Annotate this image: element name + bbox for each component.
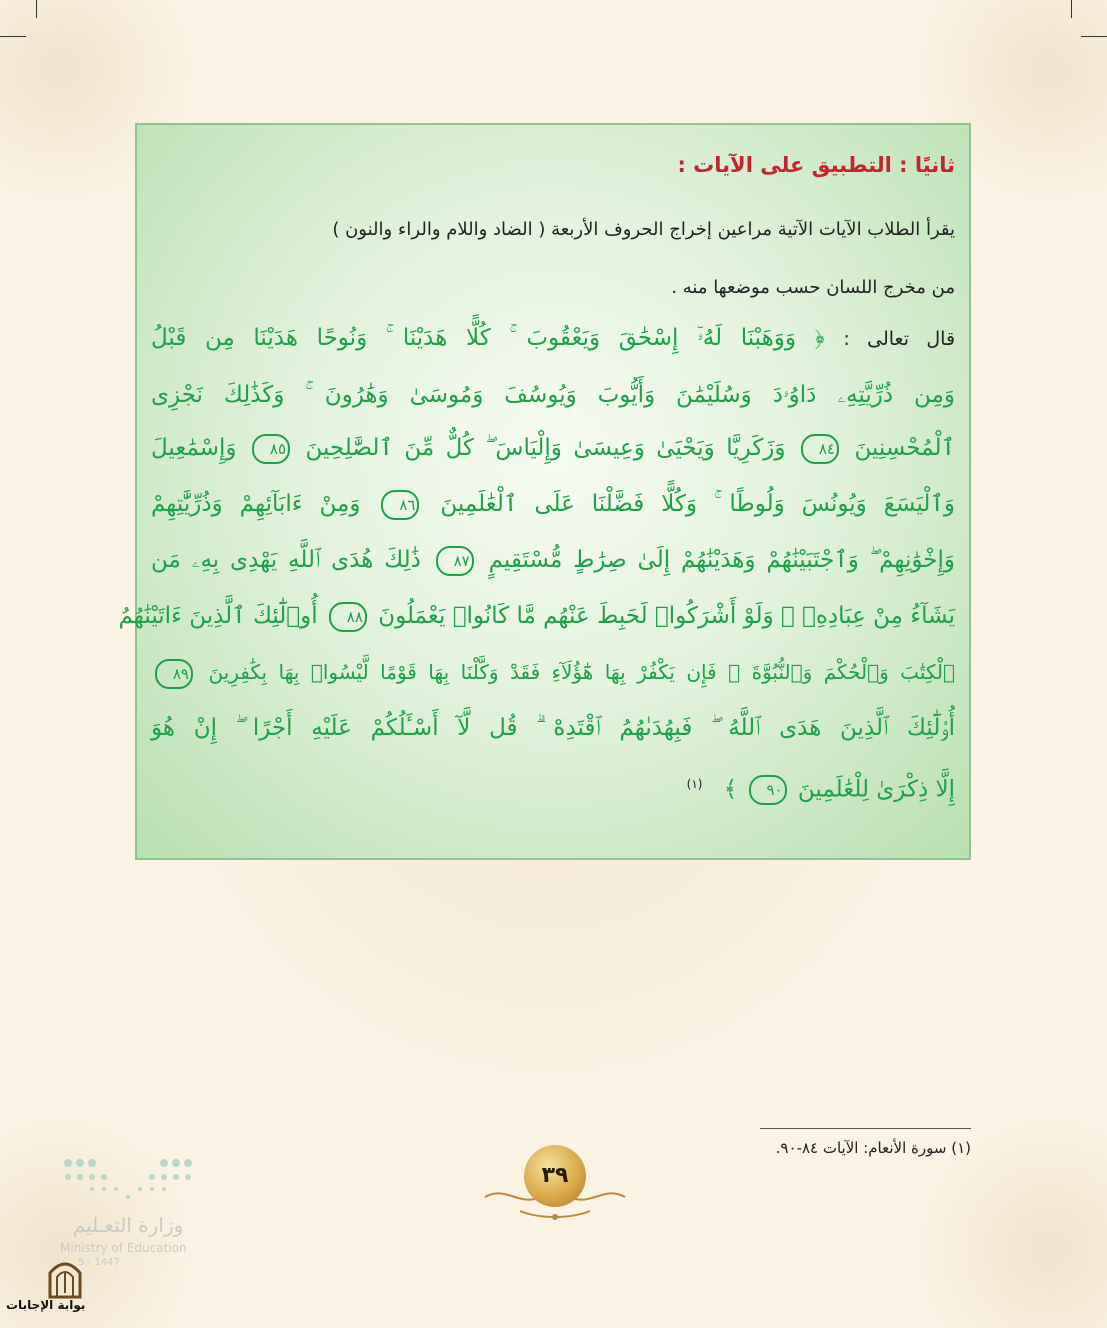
page-number: ٣٩ — [524, 1145, 586, 1207]
ministry-dots-icon — [58, 1153, 198, 1208]
verse-line-6 — [118, 599, 955, 633]
verse-number-86: ٨٦ — [381, 490, 419, 520]
ministry-arabic: وزارة التعـليم — [72, 1213, 184, 1237]
crop-mark — [36, 0, 37, 18]
verse-text: أُو۟لَٰٓئِكَ ٱلَّذِينَ ءَاتَيْنَٰهُمُ — [118, 603, 318, 629]
verse-line-8 — [151, 711, 955, 745]
verse-text: أُو۟لَٰٓئِكَ ٱلَّذِينَ هَدَى ٱللَّهُ ۖ فَبِهُدَىٰهُمُ ٱقْتَدِهْ ۗ قُل لَّآ أَسْـَٔلُكُمْ عَلَيْهِ أَجْرًا ۖ إِنْ هُوَ — [151, 715, 955, 741]
verse-line-4 — [151, 487, 955, 521]
footnote-rule — [760, 1128, 971, 1129]
verse-text: وَمِن ذُرِّيَّتِهِۦ دَاوُۥدَ وَسُلَيْمَٰنَ وَأَيُّوبَ وَيُوسُفَ وَمُوسَىٰ وَهَٰرُونَ ۚ وَكَذَٰلِكَ نَجْزِى — [151, 382, 955, 408]
verse-line-5 — [151, 543, 955, 577]
verse-text: ٱلْمُحْسِنِينَ — [854, 435, 956, 461]
verse-line-1 — [151, 321, 955, 356]
verse-line-7 — [151, 655, 955, 689]
crop-mark — [1081, 36, 1107, 37]
footnote: (١) سورة الأنعام: الآيات ٨٤-٩٠. — [775, 1139, 971, 1157]
verse-text: وَوَهَبْنَا لَهُۥٓ إِسْحَٰقَ وَيَعْقُوبَ ۚ كُلًّا هَدَيْنَا ۚ وَنُوحًا هَدَيْنَا مِن قَبْلُ — [151, 325, 796, 351]
verse-text: وَإِسْمَٰعِيلَ — [151, 435, 237, 461]
verse-text: وَمِنْ ءَابَآئِهِمْ وَذُرِّيَّٰتِهِمْ — [151, 491, 361, 517]
instruction-line-1: يقرأ الطلاب الآيات الآتية مراعين إخراج الحروف الأربعة ( الضاد واللام والراء والنون ) — [332, 219, 955, 240]
verse-number-85: ٨٥ — [252, 434, 290, 464]
verse-number-89: ٨٩ — [155, 659, 193, 689]
ministry-year: 5 - 1447 — [78, 1257, 120, 1268]
verse-line-3 — [151, 431, 955, 465]
site-logo-icon — [46, 1255, 84, 1299]
verse-line-9 — [151, 767, 955, 807]
crop-mark — [0, 36, 26, 37]
footnote-marker: (١) — [686, 777, 703, 791]
instruction-line-2: من مخرج اللسان حسب موضعها منه . — [671, 277, 955, 298]
verse-text: وَٱلْيَسَعَ وَيُونُسَ وَلُوطًا ۚ وَكُلًّا فَضَّلْنَا عَلَى ٱلْعَٰلَمِينَ — [440, 491, 956, 517]
verse-number-88: ٨٨ — [329, 602, 367, 632]
page-number-ornament — [480, 1145, 630, 1225]
ministry-english: Ministry of Education — [60, 1241, 187, 1255]
verse-text: ٱلْكِتَٰبَ وَٱلْحُكْمَ وَٱلنُّبُوَّةَ ۚ فَإِن يَكْفُرْ بِهَا هَٰٓؤُلَآءِ فَقَدْ وَكَّلْنَا بِهَا قَوْمًا لَّيْسُوا۟ بِهَا بِكَٰفِرِينَ — [208, 660, 955, 684]
verse-text: وَإِخْوَٰنِهِمْ ۖ وَٱجْتَبَيْنَٰهُمْ وَهَدَيْنَٰهُمْ إِلَىٰ صِرَٰطٍ مُّسْتَقِيمٍ — [488, 547, 956, 573]
verse-line-2 — [151, 378, 955, 412]
verse-text: إِلَّا ذِكْرَىٰ لِلْعَٰلَمِينَ — [797, 776, 955, 803]
section-heading: ثانيًا : التطبيق على الآيات : — [677, 153, 955, 177]
verses-panel — [118, 123, 971, 860]
verse-number-87: ٨٧ — [436, 546, 474, 576]
verse-text: يَشَآءُ مِنْ عِبَادِهِۦ ۚ وَلَوْ أَشْرَكُوا۟ لَحَبِطَ عَنْهُم مَّا كَانُوا۟ يَعْمَلُونَ — [378, 603, 955, 629]
verse-number-84: ٨٤ — [801, 434, 839, 464]
verse-number-90: ٩٠ — [749, 775, 787, 805]
crop-mark — [1071, 0, 1072, 18]
site-name: بوابة الإجابات — [6, 1298, 86, 1312]
verse-intro: قال تعالى : — [843, 328, 956, 350]
verse-text: وَزَكَرِيَّا وَيَحْيَىٰ وَعِيسَىٰ وَإِلْيَاسَ ۖ كُلٌّ مِّنَ ٱلصَّٰلِحِينَ — [305, 435, 786, 461]
verse-text: ذَٰلِكَ هُدَى ٱللَّهِ يَهْدِى بِهِۦ مَن — [151, 547, 421, 573]
close-bracket: ﴾ — [723, 776, 738, 803]
open-bracket: ﴿ — [814, 325, 825, 351]
